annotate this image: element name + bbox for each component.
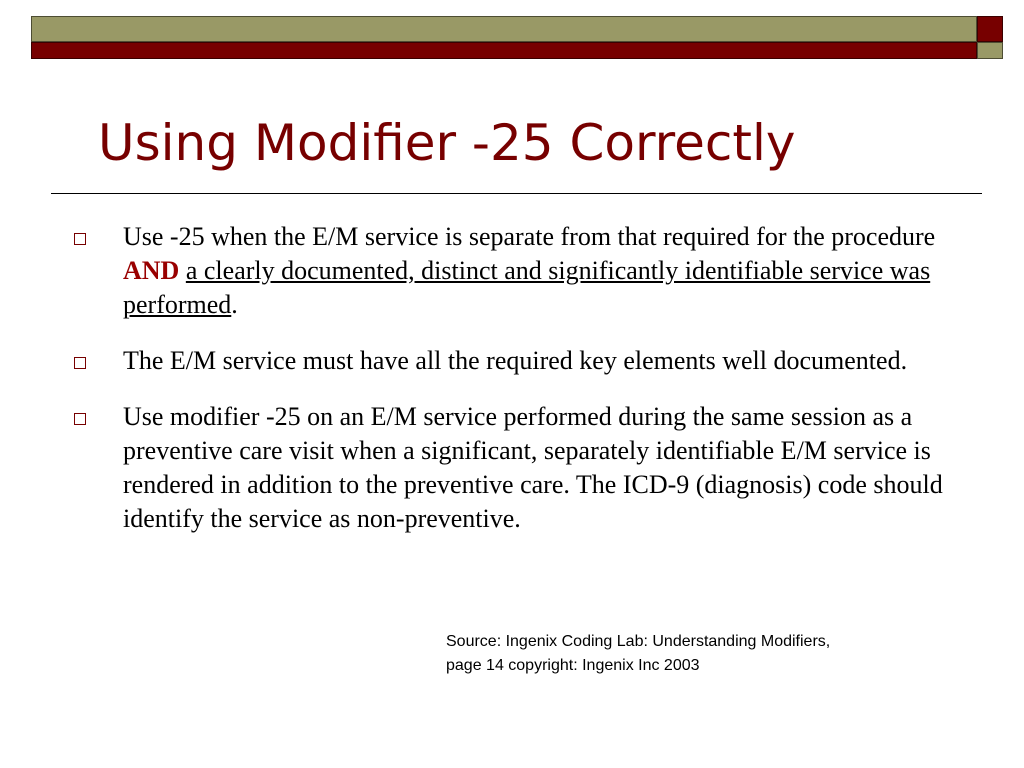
source-line: Source: Ingenix Coding Lab: Understanding Modifiers, xyxy=(446,633,831,650)
header-bar-olive xyxy=(31,16,977,42)
bullet-item: Use -25 when the E/M service is separate from that required for the procedure AND a clearly documented, distinct and significantly identifiable service was performed. xyxy=(70,220,950,322)
corner-square-olive xyxy=(977,42,1003,59)
bullet-text: The E/M service must have all the required key elements well documented. xyxy=(123,346,908,375)
bullet-item xyxy=(70,344,950,378)
corner-square-maroon xyxy=(977,16,1003,42)
bullet-item xyxy=(70,400,950,536)
title-divider xyxy=(51,193,982,194)
bullet-list xyxy=(70,220,950,558)
source-citation xyxy=(446,630,946,678)
hollow-square-icon xyxy=(74,413,86,425)
bullet-underlined-text: a clearly documented, distinct and significantly identifiable service was performed xyxy=(123,256,931,319)
bullet-text: Use -25 when the E/M service is separate from that required for the procedure xyxy=(123,222,936,251)
source-line: page 14 copyright: Ingenix Inc 2003 xyxy=(446,657,700,674)
hollow-square-icon xyxy=(74,233,86,245)
bullet-emphasis: AND xyxy=(123,256,180,285)
bullet-text: Use modifier -25 on an E/M service performed during the same session as a preventive care visit when a significant, separately identifiable E/M service is rendered in addition to the preventive care. The ICD-9 (diagnosis) code should identify the service as non-preventive. xyxy=(123,402,943,533)
hollow-square-icon xyxy=(74,357,86,369)
slide-title: Using Modifier -25 Correctly xyxy=(98,114,796,172)
header-bar-maroon xyxy=(31,42,977,59)
